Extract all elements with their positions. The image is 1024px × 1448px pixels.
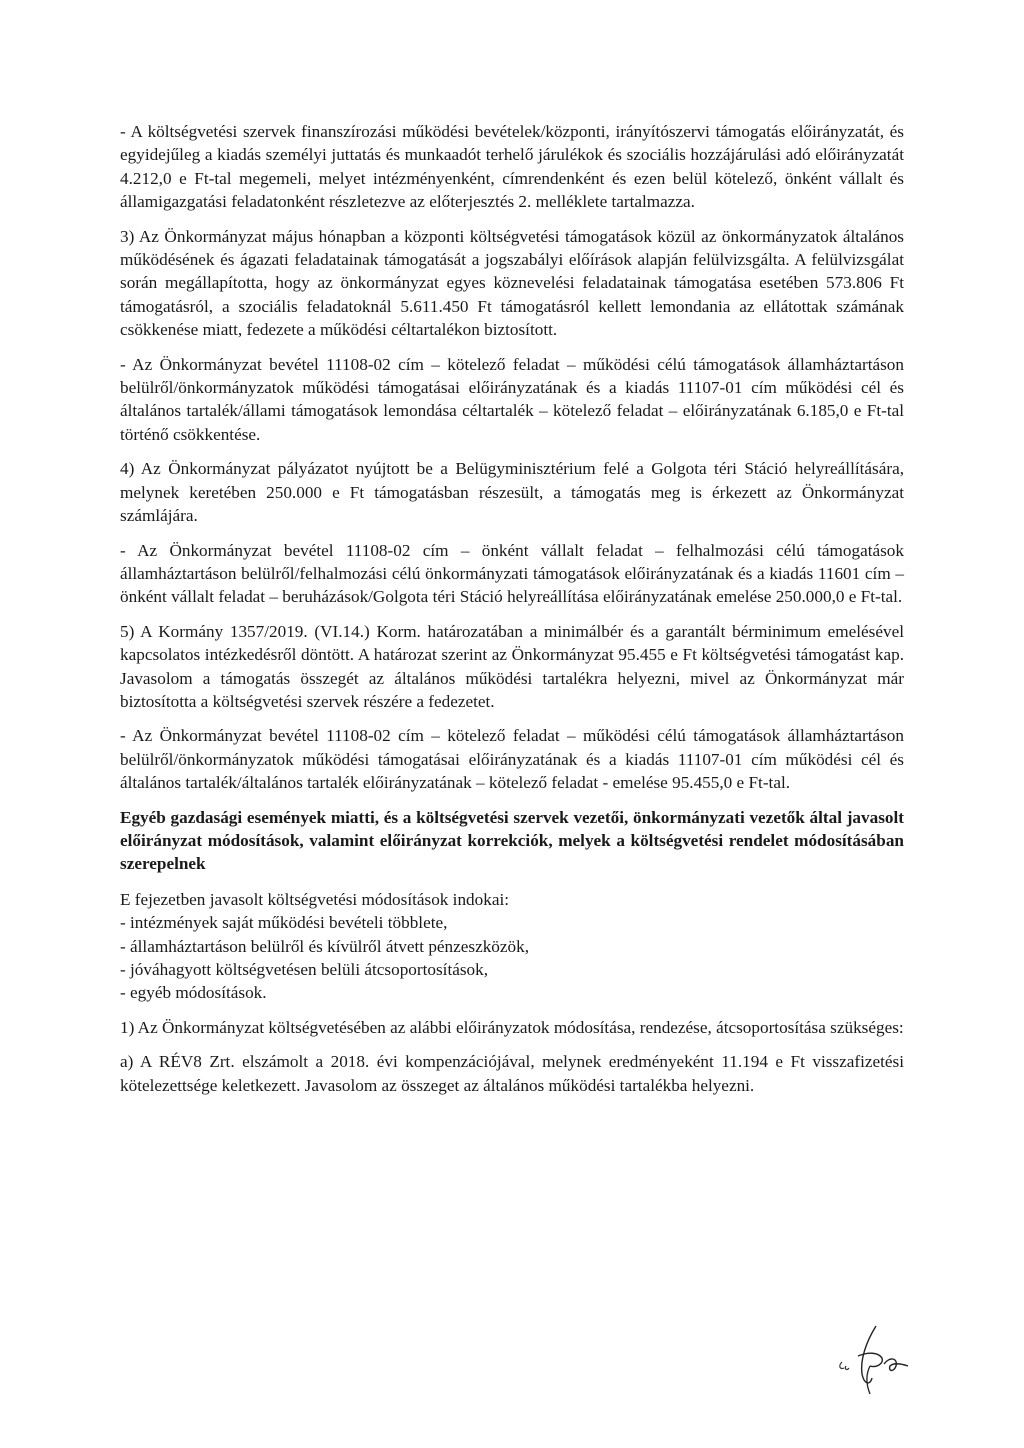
paragraph-item-5: 5) A Kormány 1357/2019. (VI.14.) Korm. határozatában a minimálbér és a garantált bérminimum emelésével kapcsolatos intézkedésről döntött. A határozat szerint az Önkormányzat 95.455 e Ft költségvetési támogatást kap. Javasolom a támogatás összegét az általános működési tartalékra helyezni, mivel az Önkormányzat már biztosította a költségvetési szervek részére a fedezetet. [120,621,904,711]
paragraph-expenditure-increase: - A költségvetési szervek finanszírozási működési bevételek/központi, irányítószervi támogatás előirányzatát, és egyidejűleg a kiadás személyi juttatás és munkaadót terhelő járulékok és szociális hozzájárulási adó előirányzatát 4.212,0 e Ft-tal megemeli, melyet intézményenként, címrendenként és ezen belül kötelező, önként vállalt és államigazgatási feladatonként részletezve az előterjesztés 2. melléklete tartalmazza. [120,122,904,212]
paragraph-item-4: 4) Az Önkormányzat pályázatot nyújtott be a Belügyminisztérium felé a Golgota téri Stáció helyreállítására, melynek keretében 250.000 e Ft támogatásban részesült, a támogatás meg is érkezett az Önkormányzat számlájára. [120,459,904,526]
paragraph-item-3: 3) Az Önkormányzat május hónapban a központi költségvetési támogatások közül az önkormányzatok általános működésének és ágazati feladatainak támogatását a jogszabályi előírások alapján felülvizsgálta. A felülvizsgálat során megállapította, hogy az önkormányzat egyes köznevelési feladatainak támogatása esetében 573.806 Ft támogatásról, a szociális feladatoknál 5.611.450 Ft támogatásról kellett lemondania az ellátottak számának csökkenése miatt, fedezete a működési céltartalékon biztosított. [120,226,904,340]
reasons-list-intro: E fejezetben javasolt költségvetési módosítások indokai: [120,889,510,909]
paragraph-item-3-detail: - Az Önkormányzat bevétel 11108-02 cím – kötelező feladat – működési célú támogatások államháztartáson belülről/önkormányzatok működési támogatásai előirányzatának és a kiadás 11107-01 cím működési cél és általános tartalék/állami támogatások lemondása céltartalék – kötelező feladat – előirányzatának 6.185,0 e Ft-tal történő csökkentése. [120,354,904,444]
reasons-list [120,888,904,1005]
list-item: - egyéb módosítások. [120,983,267,1003]
handwritten-signature [836,1322,916,1398]
paragraph-item-5-detail: - Az Önkormányzat bevétel 11108-02 cím – kötelező feladat – működési célú támogatások államháztartáson belülről/önkormányzatok működési támogatásai előirányzatának és a kiadás 11107-01 cím működési cél és általános tartalék/általános tartalék előirányzatának – kötelező feladat - emelése 95.455,0 e Ft-tal. [120,726,904,793]
paragraph-section-1a: a) A RÉV8 Zrt. elszámolt a 2018. évi kompenzációjával, melynek eredményeként 11.194 e Ft visszafizetési kötelezettsége keletkezett. Javasolom az összeget az általános működési tartalékba helyezni. [120,1052,904,1095]
list-item: - államháztartáson belülről és kívülről átvett pénzeszközök, [120,936,530,956]
document-page [120,120,904,1108]
list-item: - jóváhagyott költségvetésen belüli átcsoportosítások, [120,960,489,979]
section-heading: Egyéb gazdasági események miatti, és a költségvetési szervek vezetői, önkormányzati vezetők által javasolt előirányzat módosítások, valamint előirányzat korrekciók, melyek a költségvetési rendelet módosításában szerepelnek [120,807,904,874]
paragraph-item-4-detail: - Az Önkormányzat bevétel 11108-02 cím – önként vállalt feladat – felhalmozási célú támogatások államháztartáson belülről/felhalmozási célú önkormányzati támogatások előirányzatának és a kiadás 11601 cím – önként vállalt feladat – beruházások/Golgota téri Stáció helyreállítása előirányzatának emelése 250.000,0 e Ft-tal. [120,540,904,607]
list-item: - intézmények saját működési bevételi többlete, [120,913,448,933]
paragraph-section-1: 1) Az Önkormányzat költségvetésében az alábbi előirányzatok módosítása, rendezése, átcsoportosítása szükséges: [120,1017,904,1037]
